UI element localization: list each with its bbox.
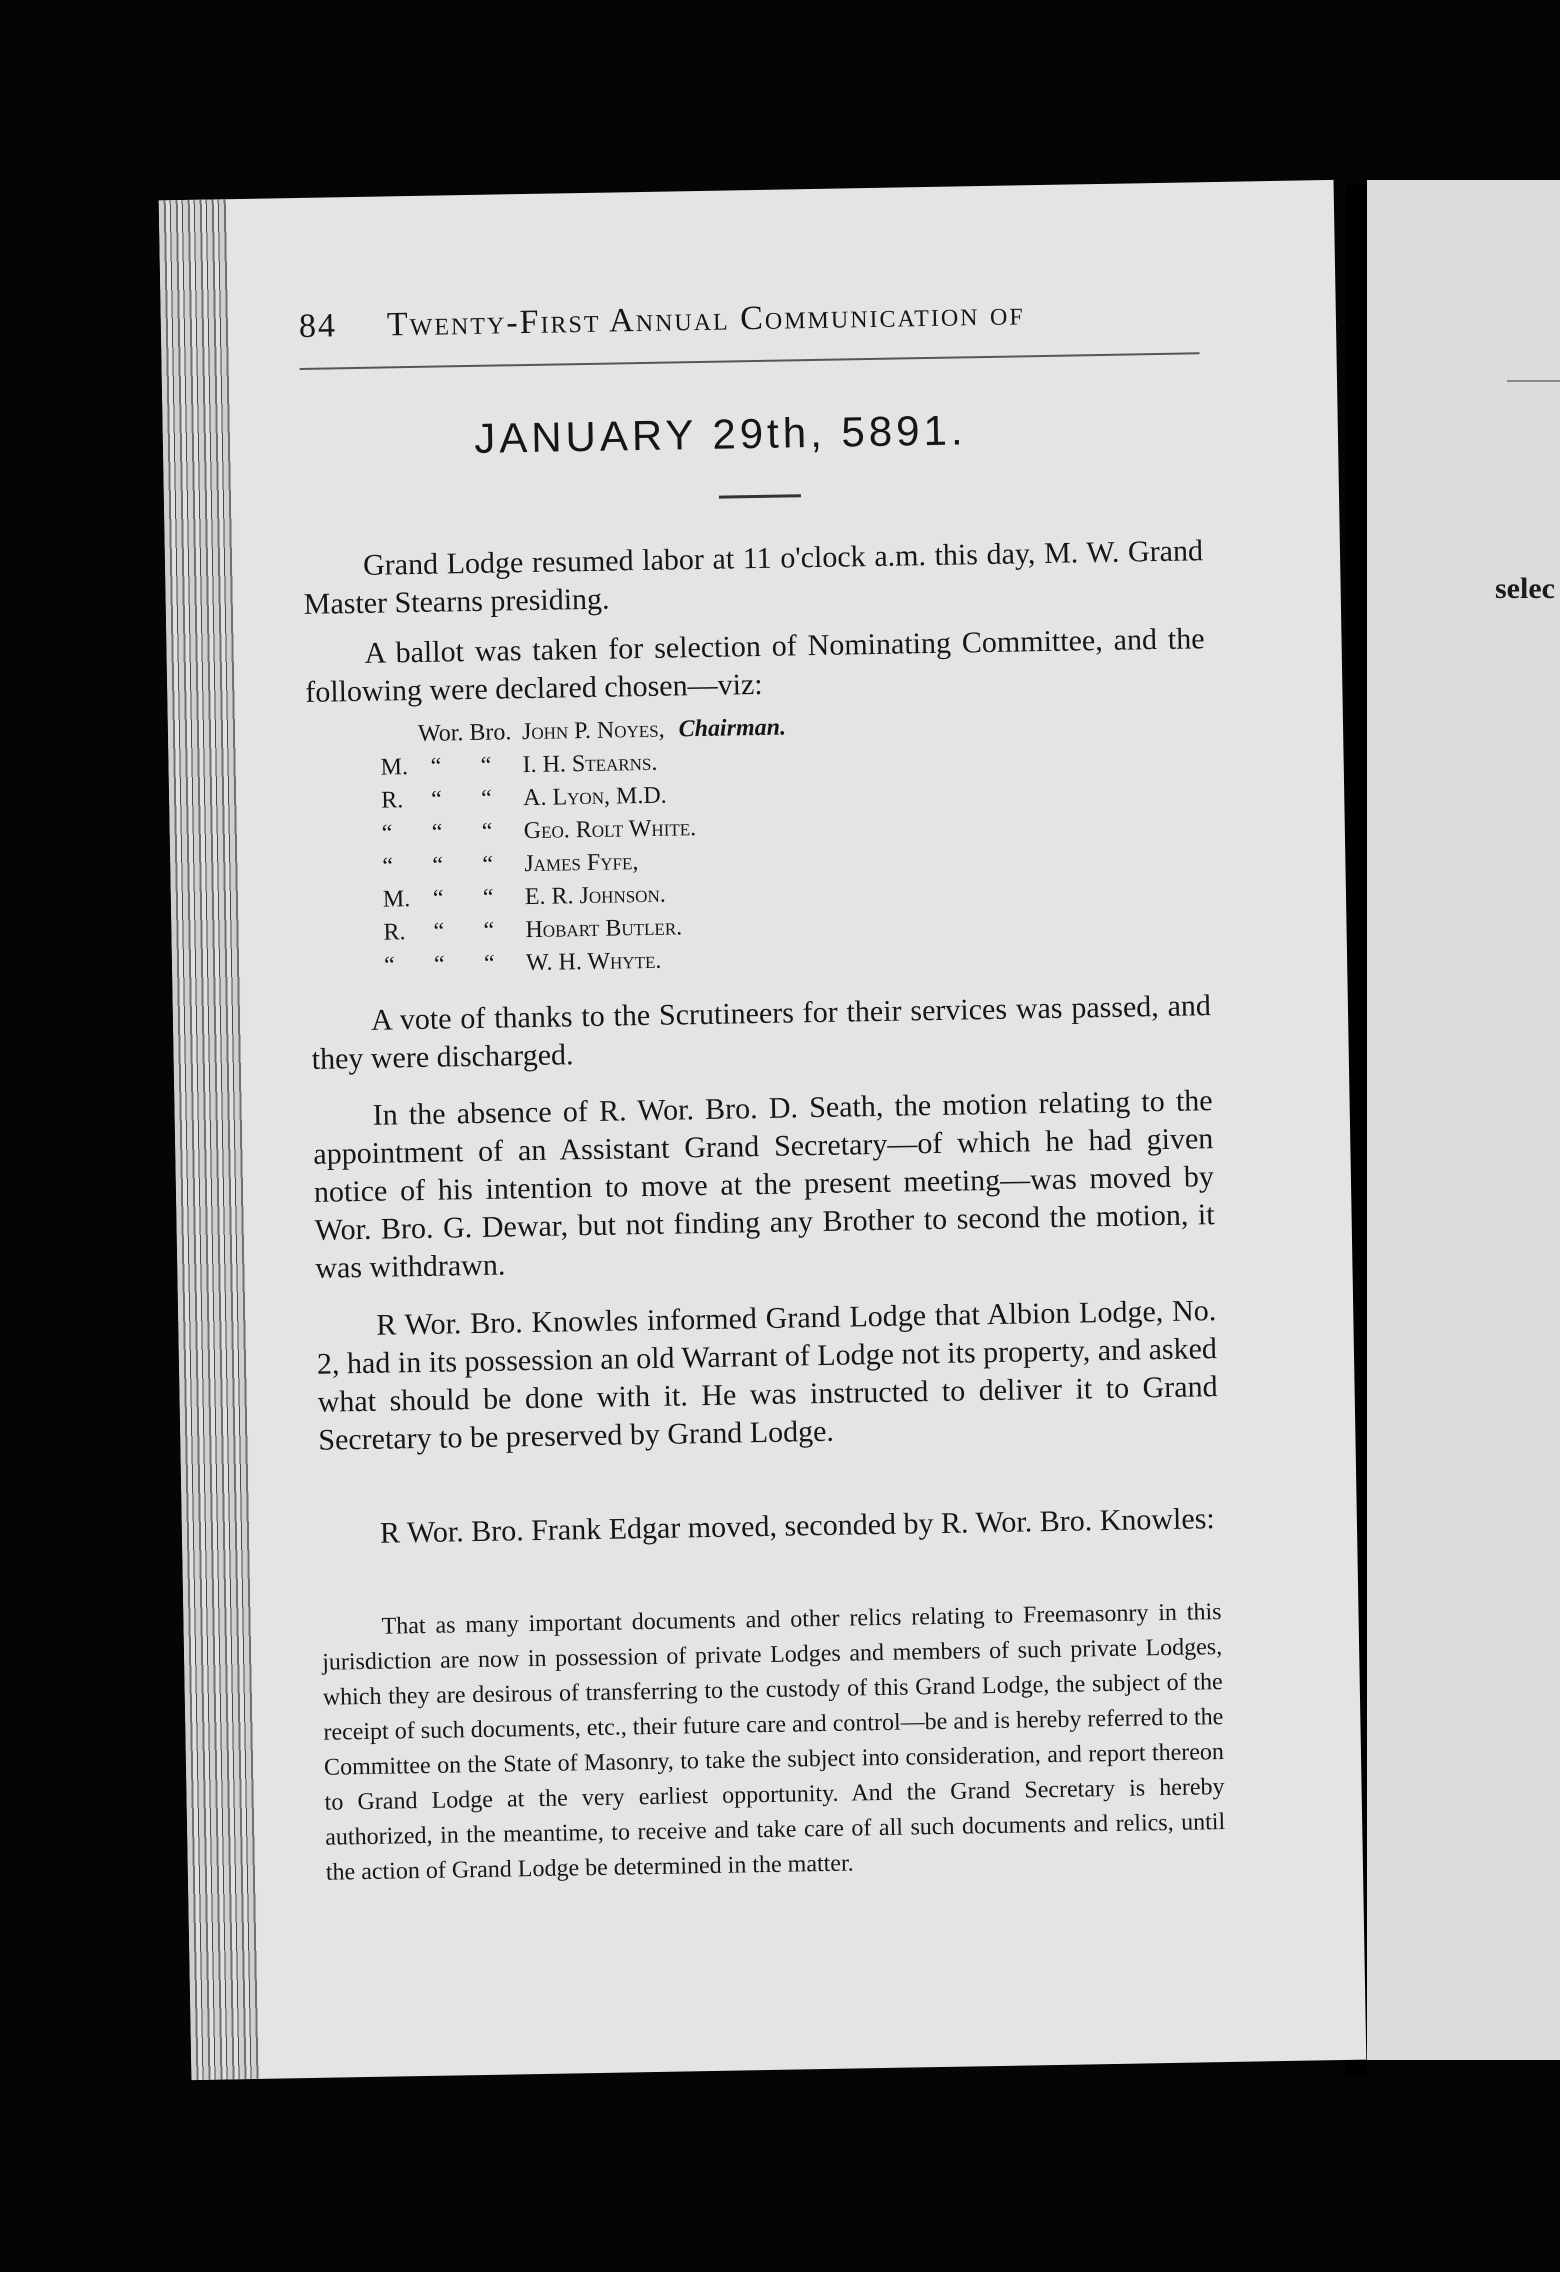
date-rule bbox=[719, 494, 801, 498]
committee-ditto: “ bbox=[480, 785, 493, 812]
committee-rank: R. bbox=[383, 919, 406, 946]
committee-ditto: “ bbox=[430, 753, 442, 780]
committee-ditto: “ bbox=[433, 918, 445, 945]
committee-rank: R. bbox=[380, 787, 404, 814]
committee-rank: M. bbox=[380, 754, 409, 781]
paragraph-resumed-labor: Grand Lodge resumed labor at 11 o'clock a.m. this day, M. W. Grand Master Stearns presiding. bbox=[303, 534, 1204, 621]
committee-ditto: “ bbox=[481, 818, 493, 845]
committee-name: E. R. Johnson. bbox=[524, 881, 666, 911]
running-title: Twenty-First Annual Communication of bbox=[386, 295, 1025, 344]
paragraph-edgar-motion: R Wor. Bro. Frank Edgar moved, seconded by R. Wor. Bro. Knowles: bbox=[379, 1502, 1215, 1550]
page-number: 84 bbox=[298, 307, 338, 345]
committee-name: W. H. Whyte. bbox=[525, 947, 662, 977]
facing-page bbox=[1367, 180, 1560, 2060]
committee-ditto: “ bbox=[433, 951, 445, 978]
resolution-text: That as many important documents and other relics relating to Freemasonry in this jurisdiction are now in possession of private Lodges and members of such private Lodges, which they are desirous of transferring to the custody of this Grand Lodge, the subject of the receipt of such documents, etc., their future care and control—be and is hereby referred to the Committee on the State of Masonry, to take the subject into consideration, and report thereon to Grand Lodge at the very earliest opportunity. And the Grand Secretary is hereby authorized, in the meantime, to receive and take care of all such documents and relics, until the action of Grand Lodge be determined in the matter. bbox=[322, 1599, 1226, 1886]
facing-page-fragment: selec bbox=[1495, 572, 1555, 605]
committee-rank: “ bbox=[382, 853, 394, 880]
committee-ditto: “ bbox=[432, 885, 444, 912]
date-heading: JANUARY 29th, 5891. bbox=[473, 406, 967, 462]
paragraph-vote-of-thanks: A vote of thanks to the Scrutineers for their services was passed, and they were discharged. bbox=[311, 989, 1212, 1076]
header-rule bbox=[300, 352, 1200, 370]
committee-name: James Fyfe, bbox=[524, 849, 639, 878]
page-edge bbox=[159, 199, 260, 2080]
facing-page-rule bbox=[1507, 380, 1560, 382]
committee-title: Wor. Bro. bbox=[417, 719, 512, 747]
committee-name: Geo. Rolt White. bbox=[523, 815, 697, 845]
committee-name: I. H. Stearns. bbox=[522, 749, 658, 779]
committee-ditto: “ bbox=[431, 819, 443, 846]
committee-ditto: “ bbox=[483, 950, 495, 977]
committee-name: John P. Noyes, bbox=[521, 716, 665, 746]
committee-rank: M. bbox=[382, 886, 411, 913]
paragraph-knowles-warrant: R Wor. Bro. Knowles informed Grand Lodge that Albion Lodge, No. 2, had in its possession an old Warrant of Lodge not its property, and asked what should be done with it. He was instructed to deliver it to Grand Secretary to be preserved by Grand Lodge. bbox=[316, 1294, 1218, 1457]
committee-name: Hobart Butler. bbox=[525, 914, 683, 944]
running-header bbox=[299, 292, 1200, 346]
committee-ditto: “ bbox=[430, 786, 443, 813]
committee-rank: “ bbox=[383, 952, 395, 979]
paragraph-absence-of-seath: In the absence of R. Wor. Bro. D. Seath, the motion relating to the appointment of an Assistant Grand Secretary—of which he had given notice of his intention to move at the present meeting—was moved by Wor. Bro. G. Dewar, but not finding any Brother to second the motion, it was withdrawn. bbox=[313, 1084, 1215, 1285]
committee-rank: “ bbox=[381, 820, 393, 847]
committee-ditto: “ bbox=[482, 851, 494, 878]
committee-ditto: “ bbox=[432, 852, 444, 879]
book-page bbox=[159, 180, 1367, 2080]
paragraph-ballot: A ballot was taken for selection of Nominating Committee, and the following were declared chosen—viz: bbox=[305, 622, 1205, 709]
committee-list bbox=[380, 705, 1144, 982]
committee-ditto: “ bbox=[483, 917, 495, 944]
committee-role: Chairman. bbox=[678, 714, 787, 743]
committee-name: A. Lyon, M.D. bbox=[522, 782, 667, 812]
committee-ditto: “ bbox=[480, 752, 492, 779]
committee-ditto: “ bbox=[482, 884, 494, 911]
